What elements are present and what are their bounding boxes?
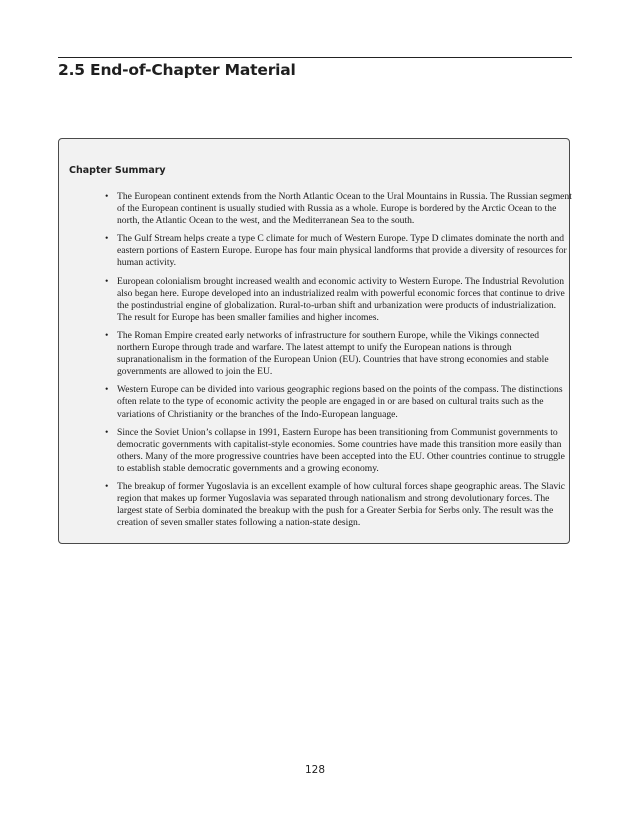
summary-item [105, 275, 573, 324]
summary-item-text: European colonialism brought increased wealth and economic activity to Western Europe. The Industrial Revolution also began here. Europe developed into an industrialized realm with powerful economic forces that continue to drive the postindustrial engine of globalization. Rural-to-urban shift and urbanization were products of industrialization. The result for Europe has been smaller families and higher incomes. [117, 275, 565, 323]
chapter-summary-box [58, 138, 570, 544]
bullet-icon: • [105, 233, 109, 245]
section-title: 2.5 End-of-Chapter Material [58, 61, 296, 79]
summary-item-text: Since the Soviet Union’s collapse in 1991, Eastern Europe has been transitioning from Communist governments to democratic governments with capitalist-style economies. Some countries have made this transition more easily than others. Many of the more progressive countries have been accepted into the EU. Other countries continue to struggle to establish stable democratic governments and a growing economy. [117, 426, 565, 474]
summary-item-text: Western Europe can be divided into various geographic regions based on the points of the compass. The distinctions often relate to the type of economic activity the people are engaged in or are based on cultural traits such as the variations of Christianity or the branches of the Indo-European language. [117, 384, 563, 420]
summary-item [105, 426, 573, 475]
summary-item [105, 480, 573, 529]
summary-item [105, 191, 573, 227]
chapter-summary-title: Chapter Summary [69, 165, 166, 176]
page-number: 128 [304, 764, 326, 776]
chapter-summary-list [105, 191, 573, 535]
bullet-icon: • [105, 329, 109, 341]
bullet-icon: • [105, 191, 109, 202]
summary-item [105, 329, 573, 378]
summary-item-text: The Gulf Stream helps create a type C climate for much of Western Europe. Type D climates dominate the north and eastern portions of Eastern Europe. Europe has four main physical landforms that provide a diversity of resources for human activity. [117, 233, 567, 269]
summary-item-text: The breakup of former Yugoslavia is an excellent example of how cultural forces shape geographic areas. The Slavic region that makes up former Yugoslavia was separated through nationalism and strong devolutionary forces. The largest state of Serbia dominated the breakup with the push for a Greater Serbia for Serbs only. The result was the creation of seven smaller states following a nation-state design. [117, 480, 566, 529]
bullet-icon: • [105, 426, 109, 438]
bullet-icon: • [105, 275, 109, 287]
summary-item-text: The Roman Empire created early networks of infrastructure for southern Europe, while the Vikings connected northern Europe through trade and warfare. The latest attempt to unify the European nations is through supranationalism in the formation of the European Union (EU). Countries that have strong economies and stable governments are allowed to join the EU. [117, 329, 549, 378]
summary-item [105, 384, 573, 420]
bullet-icon: • [105, 480, 109, 492]
bullet-icon: • [105, 384, 109, 396]
summary-item-text: The European continent extends from the North Atlantic Ocean to the Ural Mountains in Russia. The Russian segment of the European continent is usually studied with Russia as a whole. Europe is bordered by the Arctic Ocean to the north, the Atlantic Ocean to the west, and the Mediterranean Sea to the south. [117, 191, 572, 227]
top-rule [58, 57, 572, 58]
summary-item [105, 233, 573, 269]
